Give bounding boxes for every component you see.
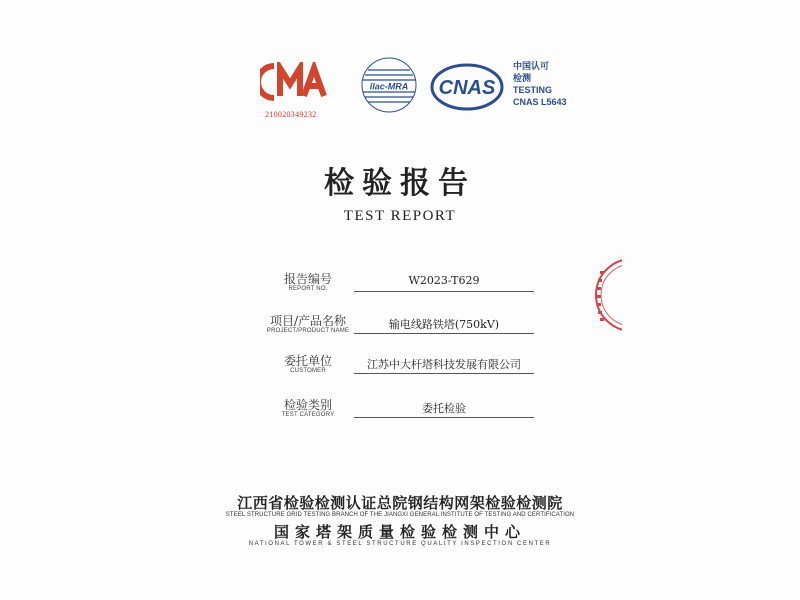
field-test-category bbox=[258, 396, 538, 436]
cnas-line-2: 检测 bbox=[513, 73, 532, 83]
cma-number: 210020349232 bbox=[265, 110, 317, 119]
field-underline bbox=[354, 417, 534, 418]
field-value: 江苏中大杆塔科技发展有限公司 bbox=[367, 358, 521, 371]
institute-name-en: STEEL STRUCTURE GRID TESTING BRANCH OF THE JIANGXI GENERAL INSTITUTE OF TESTING AND CERTIFICATION bbox=[225, 512, 575, 518]
field-label-en: PROJECT/PRODUCT NAME bbox=[266, 328, 350, 334]
svg-text:CNAS: CNAS bbox=[438, 77, 496, 99]
institute-name-cn: 江西省检验检测认证总院钢结构网架检验检测院 bbox=[237, 494, 563, 512]
field-label-cn: 委托单位 bbox=[283, 354, 332, 368]
cnas-line-3: TESTING bbox=[513, 85, 553, 95]
field-value: W2023-T629 bbox=[408, 274, 480, 287]
field-product-name bbox=[258, 312, 538, 352]
cnas-line-1: 中国认可 bbox=[513, 61, 550, 71]
field-underline bbox=[354, 373, 534, 374]
cnas-line-4: CNAS L5643 bbox=[513, 97, 567, 107]
field-label-en: TEST CATEGORY bbox=[281, 412, 335, 418]
field-label-cn: 检验类别 bbox=[283, 398, 332, 412]
center-name-en: NATIONAL TOWER & STEEL STRUCTURE QUALITY INSPECTION CENTER bbox=[248, 541, 552, 547]
field-value: 委托检验 bbox=[422, 402, 466, 415]
red-seal-stamp bbox=[592, 255, 622, 335]
accreditation-logos bbox=[255, 52, 585, 127]
report-title-en: TEST REPORT bbox=[343, 208, 457, 224]
center-name-cn: 国家塔架质量检验检测中心 bbox=[273, 523, 526, 541]
field-customer bbox=[258, 352, 538, 392]
field-underline bbox=[354, 291, 534, 292]
field-label-en: CUSTOMER bbox=[290, 368, 326, 374]
ilac-mra-logo bbox=[360, 56, 418, 114]
cma-logo bbox=[260, 62, 330, 102]
report-title-cn: 检验报告 bbox=[324, 166, 476, 201]
field-report-no bbox=[258, 270, 538, 310]
field-underline bbox=[354, 333, 534, 334]
field-label-cn: 项目/产品名称 bbox=[269, 314, 347, 328]
cnas-accreditation-text bbox=[513, 60, 567, 108]
field-value: 输电线路铁塔(750kV) bbox=[388, 318, 500, 331]
field-label-en: REPORT NO. bbox=[288, 286, 328, 292]
field-label-cn: 报告编号 bbox=[283, 272, 332, 286]
cnas-logo bbox=[430, 62, 505, 112]
svg-text:ilac-MRA: ilac-MRA bbox=[369, 81, 409, 92]
